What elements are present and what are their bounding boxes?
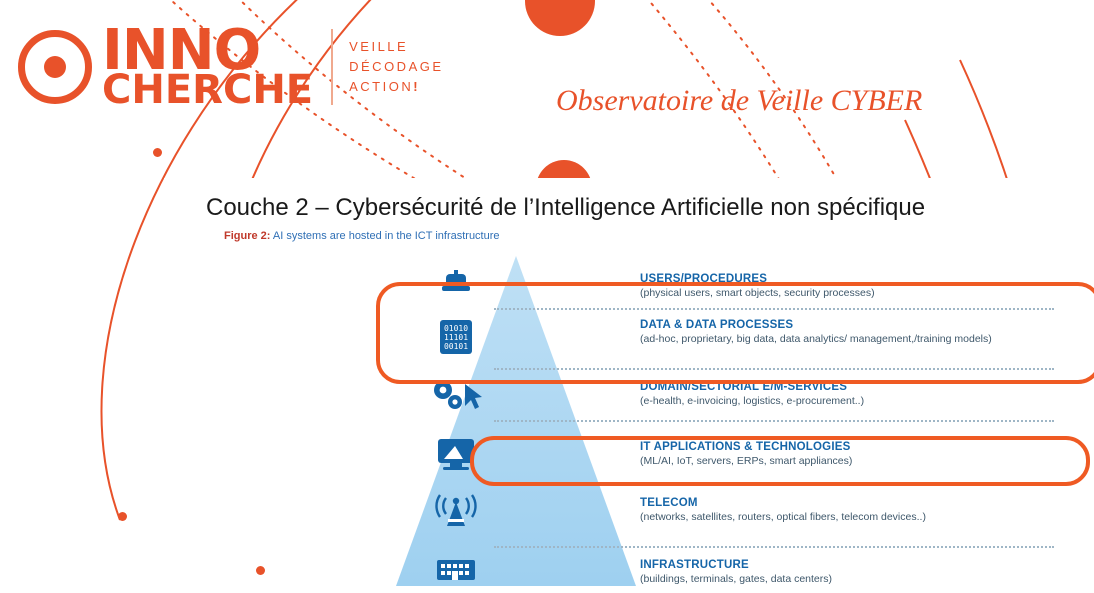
layer-subtitle: (physical users, smart objects, security processes): [640, 287, 875, 300]
svg-text:01010: 01010: [443, 324, 469, 333]
monitor-icon: [410, 436, 502, 479]
layer-text-it: [640, 440, 1060, 469]
layer-subtitle: (networks, satellites, routers, optical fibers, telecom devices..): [640, 511, 926, 524]
layer-subtitle: (ML/AI, IoT, servers, ERPs, smart appliances): [640, 455, 853, 468]
slide-left-edge: [164, 178, 172, 593]
building-icon-glyph: [429, 556, 483, 590]
binary-data-icon-glyph: [431, 318, 481, 358]
antenna-icon-glyph: [429, 494, 483, 534]
layer-separator: [494, 420, 1054, 423]
lamp-icon: [410, 270, 502, 317]
page-header: [0, 0, 1094, 160]
layer-text-infrastructure: [640, 558, 1060, 587]
brand-name-top: INNO: [102, 18, 261, 83]
layer-separator: [494, 484, 1054, 487]
tagline-exclamation: !: [413, 79, 421, 95]
brand-tagline: [349, 37, 443, 97]
svg-text:11101: 11101: [443, 333, 469, 342]
layer-subtitle: (buildings, terminals, gates, data centers): [640, 573, 833, 586]
tagline-line-3: ACTION: [349, 79, 414, 95]
tagline-line-2: DÉCODAGE: [349, 59, 444, 75]
decorative-dot-c: [256, 566, 265, 575]
innocherche-circle-icon: [18, 30, 92, 104]
layer-separator: [494, 308, 1054, 311]
layer-text-telecom: [640, 496, 1060, 525]
layer-list: [164, 266, 1094, 593]
brand-divider: [331, 29, 333, 105]
gears-cursor-icon: [410, 378, 502, 421]
layer-title: INFRASTRUCTURE: [640, 559, 749, 571]
layer-subtitle: (e-health, e-invoicing, logistics, e-procurement..): [640, 395, 865, 408]
layer-title: USERS/PROCEDURES: [640, 273, 768, 285]
layer-title: DOMAIN/SECTORIAL E/M-SERVICES: [640, 381, 848, 393]
decorative-dot-a: [153, 148, 162, 157]
brand-wordmark: [102, 18, 314, 113]
layer-text-users: [640, 272, 1060, 301]
layer-title: IT APPLICATIONS & TECHNOLOGIES: [640, 441, 851, 453]
lamp-icon-glyph: [433, 270, 479, 312]
layer-text-domain: [640, 380, 1060, 409]
antenna-icon: [410, 494, 502, 539]
layer-separator: [494, 546, 1054, 549]
tagline-line-1: VEILLE: [349, 39, 409, 55]
brand-logo: [18, 18, 444, 113]
layer-title: DATA & DATA PROCESSES: [640, 319, 794, 331]
gears-cursor-icon-glyph: [429, 378, 483, 416]
figure-caption: [224, 230, 500, 242]
figure-label: Figure 2:: [224, 230, 271, 242]
binary-data-icon: [410, 318, 502, 363]
building-icon: [410, 556, 502, 593]
monitor-icon-glyph: [431, 436, 481, 474]
brand-name-bottom: CHERCHE: [102, 66, 314, 113]
tagline-line-3-wrap: [349, 77, 443, 97]
svg-text:00101: 00101: [443, 342, 469, 351]
layer-subtitle: (ad-hoc, proprietary, big data, data analytics/ management,/training models): [640, 333, 992, 346]
figure-caption-text: AI systems are hosted in the ICT infrastructure: [270, 230, 500, 242]
slide-panel: [164, 178, 1094, 593]
layer-title: TELECOM: [640, 497, 698, 509]
page-title: Observatoire de Veille CYBER: [556, 84, 923, 117]
layer-text-data: [640, 318, 1060, 347]
layer-separator: [494, 368, 1054, 371]
decorative-dot-b: [118, 512, 127, 521]
slide-title: Couche 2 – Cybersécurité de l’Intelligence Artificielle non spécifique: [206, 194, 926, 221]
